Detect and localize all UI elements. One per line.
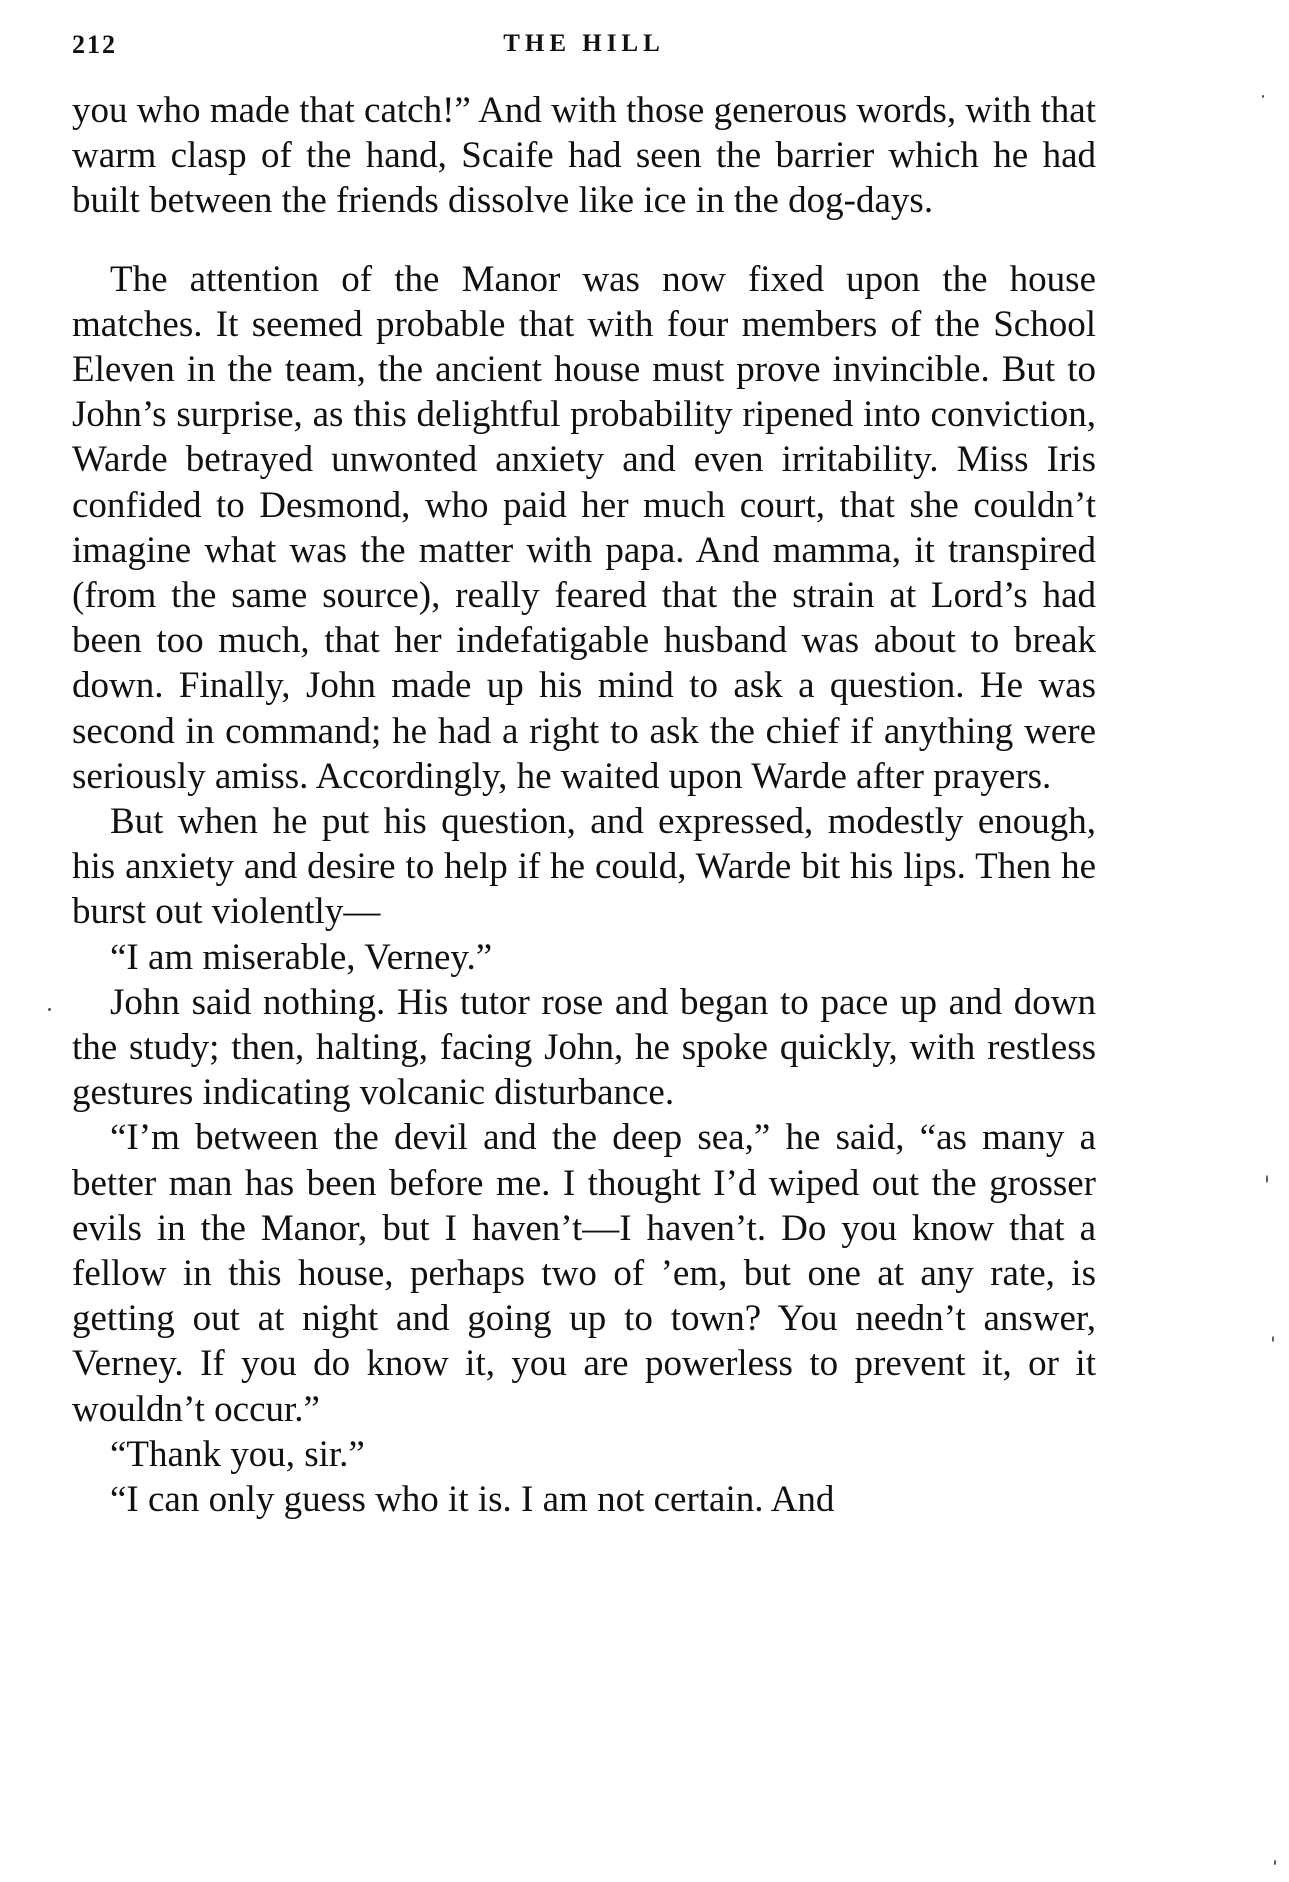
running-head [72, 30, 1096, 70]
scan-speck [1274, 1860, 1276, 1865]
paragraph: John said nothing. His tutor rose and began to pace up and down the study; then, halting, facing John, he spoke quickly, with restless gestures indicating volcanic disturbance. [72, 981, 1096, 1114]
scan-speck [1272, 1336, 1274, 1342]
paragraph: “I am miserable, Verney.” [110, 936, 493, 978]
body-text [72, 88, 1096, 1522]
scan-speck [48, 1008, 51, 1011]
paragraph: But when he put his question, and expressed, modestly enough, his anxiety and desire to help if he could, Warde bit his lips. Then he burst out violently— [72, 801, 1096, 933]
running-title: THE HILL [503, 30, 665, 57]
paragraph: “I can only guess who it is. I am not certain. And [110, 1479, 835, 1521]
paragraph: “Thank you, sir.” [110, 1433, 365, 1475]
paragraph: The attention of the Manor was now fixed upon the house matches. It seemed probable that with four members of the School Eleven in the team, the ancient house must prove invincible. But to John’s surprise, as this delightful probability ripened into conviction, Warde betrayed unwonted anxiety and even irritability. Miss Iris confided to Desmond, who paid her much court, that she couldn’t imagine what was the matter with papa. And mamma, it transpired (from the same source), really feared that the strain at Lord’s had been too much, that her indefatigable husband was about to break down. Finally, John made up his mind to ask a question. He was second in command; he had a right to ask the chief if anything were seriously amiss. Accordingly, he waited upon Warde after prayers. [72, 258, 1096, 797]
scan-speck [1262, 95, 1264, 98]
scan-speck [1266, 1175, 1268, 1183]
paragraph: you who made that catch!” And with those generous words, with that warm clasp of the hand, Scaife had seen the barrier which he had built between the friends dissolve like ice in the dog-days. [72, 90, 1096, 222]
paragraph: “I’m between the devil and the deep sea,” he said, “as many a better man has been before me. I thought I’d wiped out the grosser evils in the Manor, but I haven’t—I haven’t. Do you know that a fellow in this house, perhaps two of ’em, but one at any rate, is getting out at night and going up to town? You needn’t answer, Verney. If you do know it, you are powerless to prevent it, or it wouldn’t occur.” [72, 1117, 1096, 1430]
page-number: 212 [72, 30, 117, 59]
